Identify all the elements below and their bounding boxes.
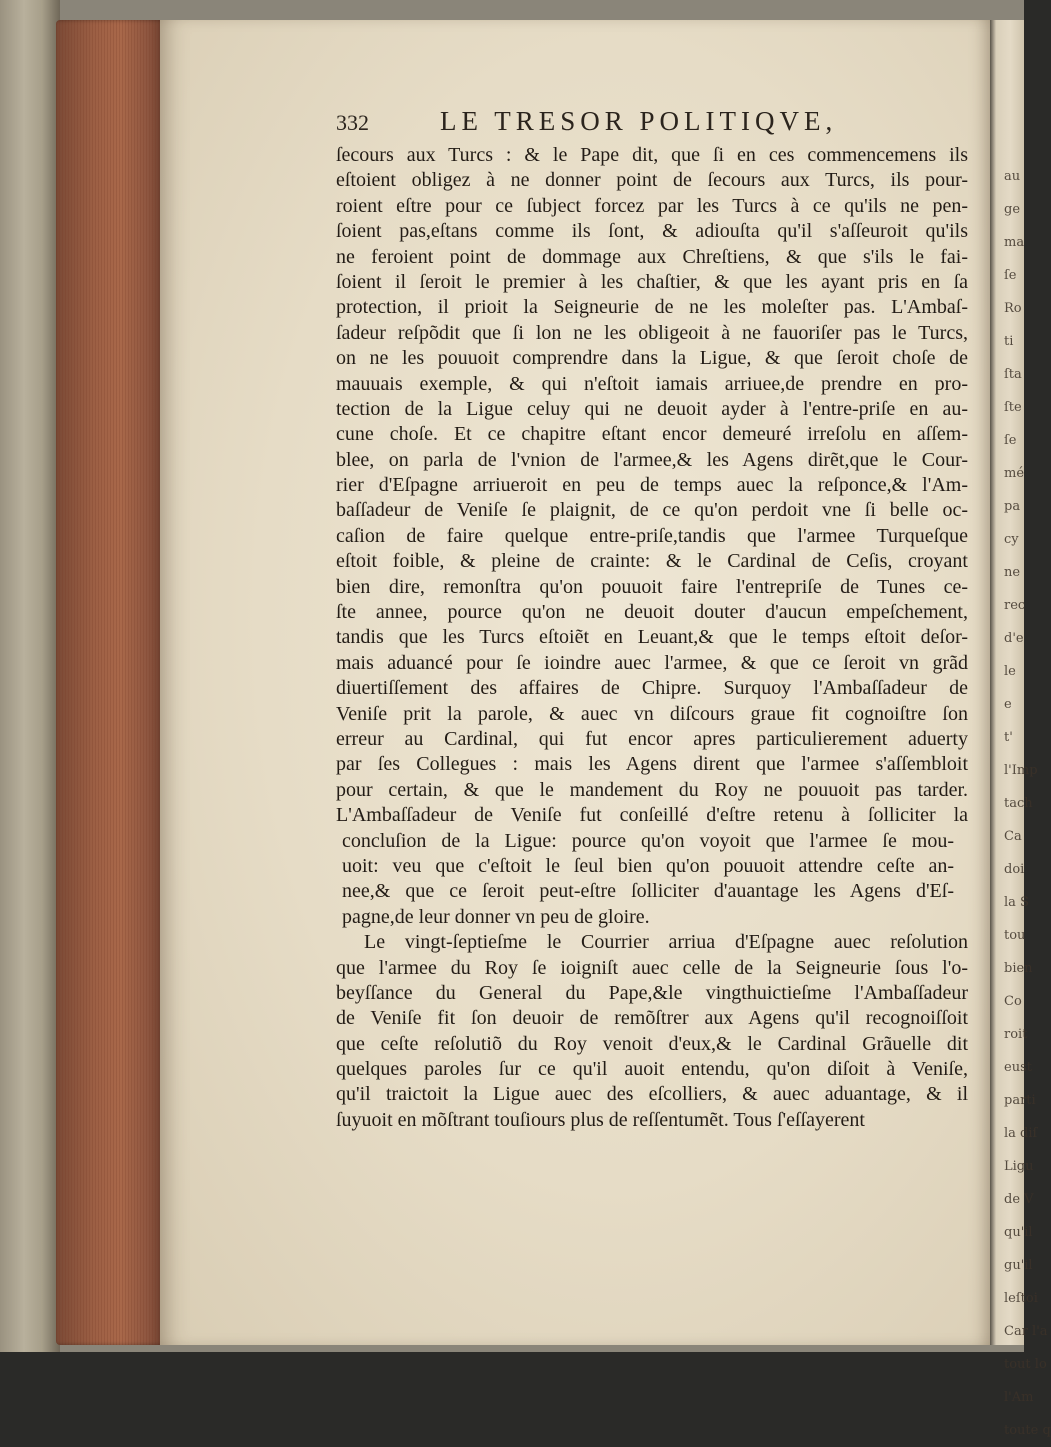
text-line: on ne les pouuoit comprendre dans la Ligue, & que ſeroit choſe de [336, 347, 968, 370]
facing-page-fragment: cy [1004, 532, 1019, 547]
facing-page-fragment: ma [1004, 235, 1025, 250]
text-line: ſte annee, pource qu'on ne deuoit douter d'aucun empeſchement, [336, 601, 968, 624]
facing-page-fragment: Ca [1004, 829, 1022, 844]
facing-page-fragment: ſe [1004, 433, 1017, 448]
facing-page-fragment: tach [1004, 796, 1033, 811]
text-line: Veniſe prit la parole, & auec vn diſcours graue fit cognoiſtre ſon [336, 702, 968, 725]
facing-page-fragment: ſe [1004, 268, 1017, 283]
facing-page-fragment: Co [1004, 994, 1022, 1009]
facing-page-fragment: d'e [1004, 631, 1024, 646]
facing-page-fragment: tou [1004, 928, 1026, 943]
facing-page-fragment: mé [1004, 466, 1025, 481]
facing-page-fragment: le [1004, 664, 1016, 679]
facing-page-fragment: leſtoi [1004, 1291, 1038, 1306]
facing-page-fragment: Car l'a [1004, 1324, 1048, 1339]
text-line: tection de la Ligue celuy qui ne deuoit ayder à l'entre-priſe en au- [336, 397, 968, 420]
facing-page-fragment: ti [1004, 334, 1014, 349]
text-line: ſecours aux Turcs : & le Pape dit, que ſi en ces commencemens ils [336, 144, 968, 166]
facing-page-text [1004, 160, 1051, 1447]
page-number: 332 [336, 110, 369, 135]
facing-page-fragment: gu'il [1004, 1258, 1033, 1273]
facing-page-fragment: e [1004, 697, 1012, 712]
text-line: eſtoit foible, & pleine de crainte: & le Cardinal de Ceſis, croyant [336, 550, 968, 573]
text-line: que ceſte reſolutiõ du Roy venoit d'eux,& le Cardinal Grãuelle dit [336, 1032, 968, 1055]
text-line: tandis que les Turcs eſtoiẽt en Leuant,& que le temps eſtoit deſor- [336, 626, 968, 649]
running-title: LE TRESOR POLITIQVE, [440, 106, 838, 136]
facing-page-fragment: toute q [1004, 1423, 1051, 1438]
text-line: nee,& que ce ſeroit peut-eſtre ſolliciter d'auantage les Agens d'Eſ- [342, 880, 954, 903]
text-line: quelques paroles ſur ce qu'il auoit entendu, qu'on diſoit à Veniſe, [336, 1058, 968, 1081]
text-line: ne feroient point de dommage aux Chreſtiens, & que s'ils le fai- [336, 245, 968, 268]
text-line: mauuais exemple, & qui n'eſtoit iamais arriuee,de prendre en pro- [336, 372, 968, 395]
text-line: L'Ambaſſadeur de Veniſe fut conſeillé d'eſtre retenu à ſolliciter la [336, 804, 968, 827]
text-line: mais aduancé pour ſe ioindre auec l'armee, & que ce ſeroit vn grãd [336, 651, 968, 674]
facing-page-fragment: la S [1004, 895, 1029, 910]
facing-page-fragment: au [1004, 169, 1021, 184]
text-line: de Veniſe fit ſon deuoir de remõſtrer aux Agens qu'il recognoiſſoit [336, 1007, 968, 1030]
text-line: ſuyuoit en mõſtrant touſiours plus de reſſentumẽt. Tous ſ'eſſayerent [336, 1108, 865, 1131]
facing-page-fragment: la diſ [1004, 1126, 1038, 1141]
text-line: diuertiſſement des affaires de Chipre. Surquoy l'Ambaſſadeur de [336, 677, 968, 700]
facing-page-fragment: doi [1004, 862, 1025, 877]
facing-page-fragment: de V [1004, 1192, 1034, 1207]
facing-page-fragment: bien [1004, 961, 1033, 976]
text-line: erreur au Cardinal, qui fut encor apres particulierement aduerty [336, 727, 968, 750]
text-line: pour certain, & que le mandement du Roy ne pouuoit pas tarder. [336, 778, 968, 801]
text-line: roient eſtre pour ce ſubject forcez par les Turcs à ce qu'ils ne pen- [336, 194, 968, 217]
book-cover-edge [0, 0, 60, 1352]
facing-page-fragment: roit [1004, 1027, 1028, 1042]
facing-page-fragment: ge [1004, 202, 1021, 217]
text-line: Le vingt-ſeptieſme le Courrier arriua d'Eſpagne auec reſolution [364, 931, 968, 954]
facing-page-fragment: t' [1004, 730, 1013, 745]
page-fore-edges [56, 20, 164, 1345]
text-line: que l'armee du Roy ſe ioigniſt auec celle de la Seigneurie ſous l'o- [336, 956, 968, 979]
body-text [336, 143, 968, 1133]
facing-page-fragment: l'Imp [1004, 763, 1038, 778]
text-line: rier d'Eſpagne arriueroit en peu de temps auec la reſponce,& l'Am- [336, 474, 968, 497]
text-line: cune choſe. Et ce chapitre eſtant encor demeuré irreſolu en aſſem- [336, 423, 968, 446]
text-line: baſſadeur de Veniſe ſe plaignit, de ce qu'on perdoit vne ſi belle oc- [336, 499, 968, 522]
text-line: caſion de faire quelque entre-priſe,tandis que l'armee Turqueſque [336, 524, 968, 547]
facing-page-fragment: rec [1004, 598, 1026, 613]
text-line: beyſſance du General du Pape,&le vingthuictieſme l'Ambaſſadeur [336, 981, 968, 1004]
text-line: concluſion de la Ligue: pource qu'on voyoit que l'armee ſe mou- [342, 829, 954, 852]
facing-page-fragment: qu'il [1004, 1225, 1033, 1240]
facing-page-edge [990, 20, 1051, 1438]
facing-page-fragment: tout lo [1004, 1357, 1047, 1372]
running-header [336, 106, 896, 140]
text-line: protection, il prioit la Seigneurie de ne les moleſter pas. L'Ambaſ- [336, 296, 968, 319]
facing-page-fragment: Ro [1004, 301, 1022, 316]
facing-page-fragment: eust [1004, 1060, 1032, 1075]
text-line: blee, on parla de l'vnion de l'armee,& les Agens dirẽt,que le Cour- [336, 448, 968, 471]
facing-page-fragment: Ligu [1004, 1159, 1034, 1174]
text-line: qu'il traictoit la Ligue auec des eſcolliers, & auec aduantage, & il [336, 1083, 968, 1106]
facing-page-fragment: parti [1004, 1093, 1036, 1108]
text-line: eſtoient obligez à ne donner point de ſecours aux Turcs, ils pour- [336, 169, 968, 192]
text-line: ſoient il ſeroit le premier à les chaſtier, & que les ayant pris en ſa [336, 270, 968, 293]
facing-page-fragment: ne [1004, 565, 1021, 580]
facing-page-fragment: ſte [1004, 400, 1022, 415]
text-line: uoit: veu que c'eſtoit le ſeul bien qu'on pouuoit attendre ceſte an- [342, 854, 954, 877]
text-line: bien dire, remonſtra qu'on pouuoit faire l'entrepriſe de Tunes ce- [336, 575, 968, 598]
facing-page-fragment: pa [1004, 499, 1021, 514]
facing-page-fragment: l'Am [1004, 1390, 1034, 1405]
text-line: pagne,de leur donner vn peu de gloire. [342, 905, 650, 928]
text-line: ſadeur reſpõdit que ſi lon ne les obligeoit à ne fauoriſer pas le Turcs, [336, 321, 968, 344]
text-line: par ſes Collegues : mais les Agens dirent que l'armee s'aſſembloit [336, 753, 968, 776]
facing-page-fragment: ſta [1004, 367, 1022, 382]
text-line: ſoient pas,eſtans comme ils ſont, & adiouſta qu'il s'aſſeuroit qu'ils [336, 220, 968, 243]
